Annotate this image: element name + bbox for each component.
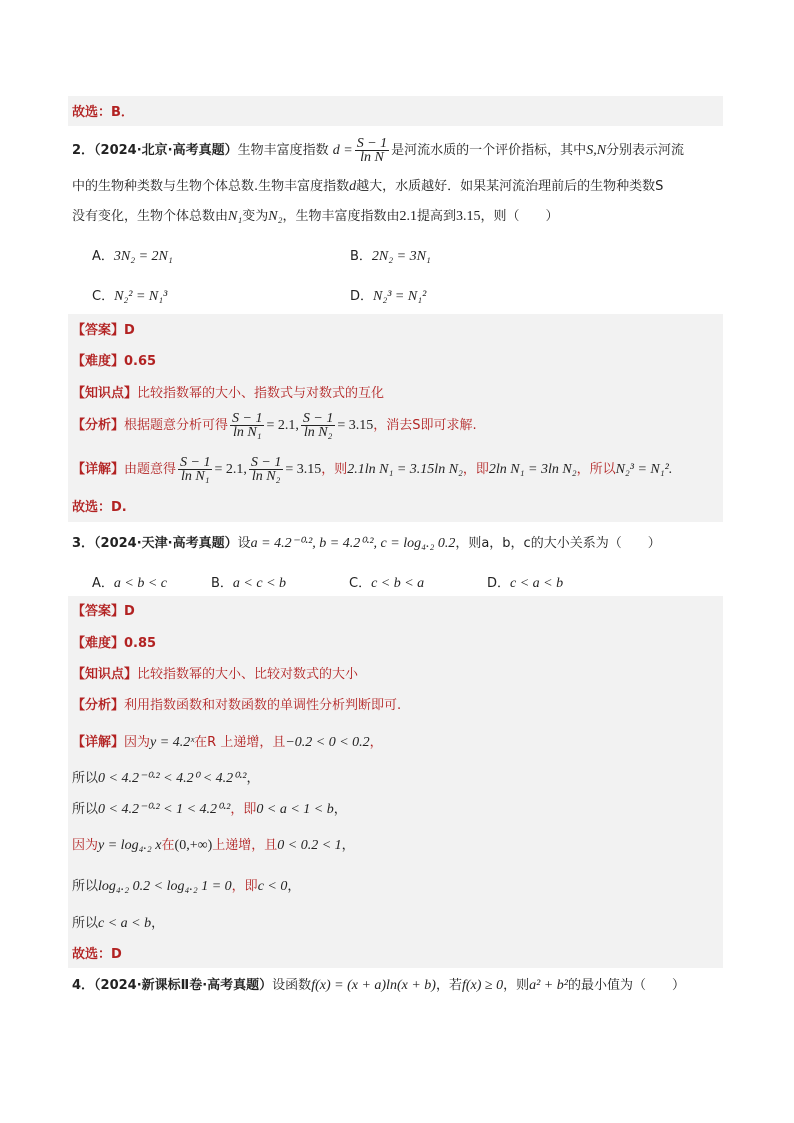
q2-n1: N₁: [228, 209, 243, 224]
q4-expression: a² + b²: [529, 978, 568, 993]
q2-text: 没有变化，生物个体总数由: [72, 209, 229, 224]
answer-value: D: [124, 604, 135, 619]
q2-text: 是河流水质的一个评价指标，其中: [391, 143, 587, 158]
step-text: ，: [246, 771, 260, 786]
q3-option-d[interactable]: [487, 572, 563, 592]
step-text: ，: [333, 802, 347, 817]
numerator: S − 1: [180, 455, 211, 470]
step-text: 因为: [72, 838, 99, 853]
step-text: 所以: [72, 916, 99, 931]
knowledge-label: 【知识点】: [72, 667, 138, 682]
q3-step5: [72, 915, 164, 933]
option-label: D．: [350, 289, 374, 304]
knowledge-text: 比较指数幂的大小、指数式与对数式的互化: [137, 386, 385, 401]
detail-text: ，则: [321, 462, 348, 477]
detail-text: ，即: [462, 462, 489, 477]
option-text: a < b < c: [113, 576, 168, 591]
q2-source: （2024·北京·高考真题）: [94, 143, 238, 158]
step-text: ，: [151, 916, 165, 931]
detail-text: 由题意得: [124, 462, 177, 477]
option-label: A．: [92, 249, 114, 264]
analysis-text: ，消去S即可求解.: [373, 418, 477, 433]
q3-step4: [72, 878, 300, 896]
q4-source: （2024·新课标Ⅱ卷·高考真题）: [94, 978, 273, 993]
q1-final-answer: 故选：B．: [72, 105, 134, 120]
fraction: [178, 456, 212, 483]
equation: = 3.15: [337, 418, 374, 433]
equation: −0.2 < 0 < 0.2: [285, 735, 370, 750]
q1-tail-block: [68, 96, 723, 126]
option-text: a < c < b: [232, 576, 287, 591]
q3-text: 设: [237, 536, 251, 551]
q3-answer: [72, 603, 135, 621]
q3-step2: [72, 801, 347, 819]
fraction: [301, 412, 335, 439]
equation: 0 < 0.2 < 1: [277, 838, 342, 853]
detail-text: 在R 上递增，且: [194, 735, 286, 750]
q3-number: 3．: [72, 536, 95, 551]
q3-option-c[interactable]: [349, 572, 424, 592]
difficulty-label: 【难度】: [72, 636, 125, 651]
equation: = 2.1,: [266, 418, 299, 433]
q2-text: 生物丰富度指数: [237, 143, 329, 158]
q2-formula-denominator: ln N: [360, 150, 384, 165]
q2-vars: S,N: [586, 143, 607, 158]
option-label: A．: [92, 576, 114, 591]
q2-option-d[interactable]: [350, 285, 426, 305]
q2-stem-line3: [72, 208, 559, 226]
q2-value1: 2.1: [399, 209, 417, 224]
equation: 0 < a < 1 < b: [256, 802, 334, 817]
q2-var-d: d: [349, 179, 357, 194]
option-text: N₂³ = N₁²: [373, 289, 427, 304]
q3-text: ，则a，b，c的大小关系为（ ）: [455, 536, 661, 551]
step-text: ，: [287, 879, 301, 894]
q2-text: ，生物丰富度指数由: [282, 209, 400, 224]
answer-value: D: [124, 323, 135, 338]
q3-option-b[interactable]: [211, 572, 286, 592]
denominator: ln N₂: [251, 469, 281, 484]
equation: c < a < b: [98, 916, 152, 931]
q4-text: 设函数: [272, 978, 312, 993]
q3-equations: a = 4.2⁻⁰·², b = 4.2⁰·², c = log₄.₂ 0.2: [250, 536, 456, 551]
step-text: 在: [161, 838, 175, 853]
knowledge-text: 比较指数幂的大小、比较对数式的大小: [137, 667, 359, 682]
equation: = 3.15: [285, 462, 322, 477]
analysis-text: 根据题意分析可得: [124, 418, 229, 433]
option-text: 3N₂ = 2N₁: [113, 249, 173, 264]
step-text: 上递增，且: [212, 838, 278, 853]
q2-detail: [72, 456, 672, 483]
detail-label: 【详解】: [72, 462, 125, 477]
numerator: S − 1: [232, 411, 263, 426]
detail-text: 因为: [124, 735, 151, 750]
q2-value2: 3.15: [456, 209, 481, 224]
option-text: c < a < b: [510, 576, 564, 591]
q2-stem-line2: [72, 178, 663, 196]
q3-knowledge: [72, 666, 358, 684]
equation: N₂³ = N₁².: [615, 462, 673, 477]
q4-condition: f(x) ≥ 0: [461, 978, 504, 993]
q3-analysis: [72, 697, 401, 715]
q2-formula-fraction: [355, 137, 389, 164]
difficulty-value: 0.85: [124, 636, 157, 651]
option-label: C．: [92, 289, 115, 304]
denominator: ln N₂: [303, 425, 333, 440]
q2-formula-lhs: d =: [332, 143, 353, 158]
option-text: c < b < a: [371, 576, 425, 591]
option-label: D．: [487, 576, 511, 591]
option-text: N₂² = N₁³: [114, 289, 168, 304]
q4-number: 4．: [72, 978, 95, 993]
q2-text: 中的生物种类数与生物个体总数.生物丰富度指数: [72, 179, 350, 194]
q3-step1: [72, 770, 260, 788]
option-label: C．: [349, 576, 372, 591]
q2-analysis: [72, 412, 477, 439]
equation: 0 < 4.2⁻⁰·² < 1 < 4.2⁰·²: [98, 802, 231, 817]
equation: 2.1ln N₁ = 3.15ln N₂: [347, 462, 463, 477]
analysis-label: 【分析】: [72, 418, 125, 433]
q4-function: f(x) = (x + a)ln(x + b): [311, 978, 436, 993]
q4-stem: [72, 977, 685, 995]
q2-formula-numerator: S − 1: [356, 136, 388, 151]
denominator: ln N₁: [180, 469, 210, 484]
q2-stem-line1: [72, 137, 684, 164]
option-label: B．: [211, 576, 233, 591]
q2-text: 越大，水质越好．如果某河流治理前后的生物种类数S: [356, 179, 664, 194]
step-text: ，: [341, 838, 355, 853]
q2-text: 分别表示河流: [606, 143, 685, 158]
step-text: ，即: [231, 879, 258, 894]
difficulty-label: 【难度】: [72, 354, 125, 369]
denominator: ln N₁: [232, 425, 262, 440]
knowledge-label: 【知识点】: [72, 386, 138, 401]
step-text: 所以: [72, 802, 99, 817]
q3-detail: [72, 734, 383, 752]
numerator: S − 1: [250, 455, 282, 470]
detail-text: ，所以: [576, 462, 616, 477]
numerator: S − 1: [302, 411, 334, 426]
detail-text: ，: [369, 735, 383, 750]
equation: c < 0: [257, 879, 288, 894]
q3-final-answer: 故选：D: [72, 947, 122, 962]
equation: = 2.1,: [214, 462, 247, 477]
q2-answer: [72, 322, 135, 340]
q2-option-c[interactable]: [92, 285, 167, 305]
analysis-text: 利用指数函数和对数函数的单调性分析判断即可.: [124, 698, 402, 713]
q2-n2: N₂: [268, 209, 283, 224]
q2-number: 2．: [72, 143, 95, 158]
q2-text: 提高到: [416, 209, 456, 224]
step-text: ，即: [230, 802, 257, 817]
q3-difficulty: [72, 635, 156, 653]
fraction: [249, 456, 283, 483]
step-text: 所以: [72, 771, 99, 786]
equation: y = 4.2ˣ: [150, 735, 195, 750]
step-text: 所以: [72, 879, 99, 894]
q2-knowledge: [72, 385, 384, 403]
difficulty-value: 0.65: [124, 354, 157, 369]
option-text: 2N₂ = 3N₁: [371, 249, 431, 264]
q4-text: 的最小值为（ ）: [567, 978, 685, 993]
interval: (0,+∞): [174, 838, 213, 853]
analysis-label: 【分析】: [72, 698, 125, 713]
q2-option-a[interactable]: [92, 245, 173, 265]
q3-source: （2024·天津·高考真题）: [94, 536, 238, 551]
q4-text: ，则: [503, 978, 530, 993]
answer-label: 【答案】: [72, 604, 125, 619]
q3-stem: [72, 535, 661, 553]
equation: 0 < 4.2⁻⁰·² < 4.2⁰ < 4.2⁰·²: [98, 771, 247, 786]
q2-final-answer: 故选：D.: [72, 500, 127, 515]
q2-text: 变为: [242, 209, 269, 224]
q4-text: ，若: [435, 978, 462, 993]
option-label: B．: [350, 249, 372, 264]
equation: 2ln N₁ = 3ln N₂: [488, 462, 577, 477]
q3-step3: [72, 837, 355, 855]
equation: log₄.₂ 0.2 < log₄.₂ 1 = 0: [98, 879, 232, 894]
q2-difficulty: [72, 353, 156, 371]
equation: y = log₄.₂ x: [98, 838, 162, 853]
fraction: [230, 412, 264, 439]
answer-label: 【答案】: [72, 323, 125, 338]
q3-option-a[interactable]: [92, 572, 167, 592]
q2-text: ，则（ ）: [480, 209, 559, 224]
q2-option-b[interactable]: [350, 245, 431, 265]
detail-label: 【详解】: [72, 735, 125, 750]
